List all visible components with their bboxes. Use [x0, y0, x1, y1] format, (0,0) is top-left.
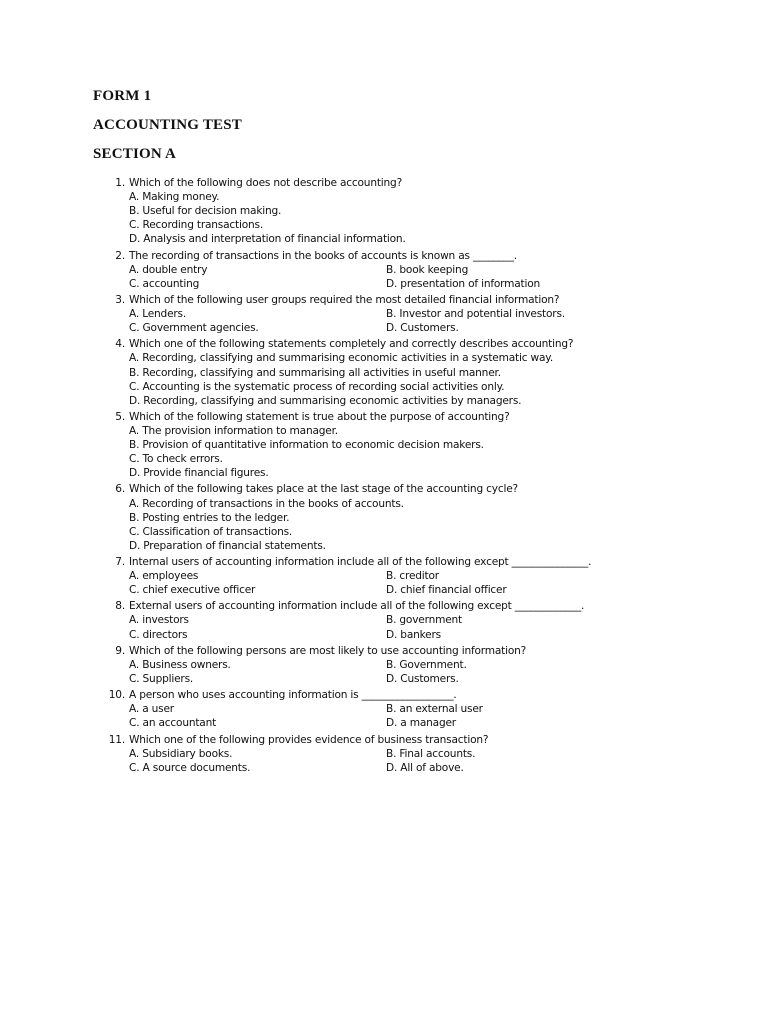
question-6: [108, 482, 628, 552]
question-number: 9.: [115, 644, 125, 657]
answer-option-d: D. Customers.: [386, 322, 459, 335]
answer-option-b: B. creditor: [386, 570, 439, 583]
answer-option-a: A. Business owners.: [129, 658, 231, 671]
answer-options: [108, 702, 628, 730]
question-number: 5.: [115, 410, 125, 423]
answer-option-b: B. an external user: [386, 703, 483, 716]
answer-option-b: B. book keeping: [386, 263, 469, 276]
question-text: The recording of transactions in the books of accounts is known as ________.: [129, 249, 517, 262]
question-2: [108, 249, 628, 291]
question-10: [108, 688, 628, 730]
answer-option-a: A. Lenders.: [129, 308, 187, 321]
answer-option-a: A. Recording of transactions in the books of accounts.: [129, 497, 404, 510]
answer-option-c: C. Government agencies.: [129, 322, 259, 335]
answer-options: [108, 351, 628, 407]
answer-option-d: D. a manager: [386, 717, 456, 730]
question-line: [108, 337, 628, 351]
question-number: 10.: [108, 689, 125, 702]
question-7: [108, 555, 628, 597]
answer-option-c: C. chief executive officer: [129, 584, 256, 597]
question-number: 7.: [115, 556, 125, 568]
question-text: Which one of the following statements completely and correctly describes accounting?: [129, 338, 574, 351]
question-text: External users of accounting information include all of the following except _____________.: [129, 600, 585, 613]
answer-option-b: B. Useful for decision making.: [129, 205, 282, 218]
question-line: [108, 482, 628, 496]
answer-options: [108, 497, 628, 553]
answer-options: [108, 190, 628, 246]
answer-option-d: D. All of above.: [386, 761, 464, 774]
answer-option-c: C. To check errors.: [129, 453, 223, 466]
question-list: [108, 176, 628, 777]
answer-option-c: C. accounting: [129, 277, 200, 290]
question-number: 4.: [115, 338, 125, 351]
answer-option-b: B. Provision of quantitative information to economic decision makers.: [129, 439, 484, 452]
question-line: [108, 293, 628, 307]
section-heading: SECTION A: [93, 146, 177, 162]
question-number: 6.: [115, 483, 125, 496]
question-text: Internal users of accounting information include all of the following except _______________.: [129, 556, 592, 568]
question-text: Which of the following statement is true about the purpose of accounting?: [129, 410, 510, 423]
answer-options: [108, 424, 628, 480]
answer-option-a: A. Subsidiary books.: [129, 747, 233, 760]
question-text: Which of the following persons are most likely to use accounting information?: [129, 644, 527, 657]
answer-option-d: D. bankers: [386, 628, 441, 641]
question-text: A person who uses accounting information is __________________.: [129, 689, 457, 702]
question-1: [108, 176, 628, 246]
question-text: Which one of the following provides evidence of business transaction?: [129, 733, 489, 746]
question-4: [108, 337, 628, 407]
answer-options: [108, 658, 628, 686]
question-line: [108, 410, 628, 424]
question-text: Which of the following takes place at the last stage of the accounting cycle?: [129, 483, 518, 496]
answer-option-d: D. Provide financial figures.: [129, 467, 269, 480]
answer-option-a: A. Making money.: [129, 191, 220, 204]
answer-option-a: A. double entry: [129, 263, 208, 276]
answer-option-b: B. Investor and potential investors.: [386, 308, 565, 321]
question-11: [108, 733, 628, 775]
question-8: [108, 599, 628, 641]
answer-options: [108, 569, 628, 597]
question-number: 2.: [115, 249, 125, 262]
answer-option-c: C. Classification of transactions.: [129, 525, 293, 538]
test-title: ACCOUNTING TEST: [93, 117, 243, 133]
question-number: 11.: [108, 733, 125, 746]
answer-option-c: C. directors: [129, 628, 188, 641]
question-3: [108, 293, 628, 335]
question-9: [108, 644, 628, 686]
answer-options: [108, 613, 628, 641]
question-number: 8.: [115, 600, 125, 613]
question-text: Which of the following user groups required the most detailed financial information?: [129, 293, 560, 306]
answer-option-b: B. Recording, classifying and summarising all activities in useful manner.: [129, 366, 501, 379]
answer-option-b: B. Government.: [386, 658, 467, 671]
question-text: Which of the following does not describe accounting?: [129, 177, 402, 189]
answer-option-d: D. chief financial officer: [386, 584, 507, 597]
form-heading: FORM 1: [93, 88, 152, 104]
question-5: [108, 410, 628, 480]
question-line: [108, 599, 628, 613]
answer-options: [108, 307, 628, 335]
answer-option-d: D. Customers.: [386, 672, 459, 685]
answer-option-d: D. presentation of information: [386, 277, 541, 290]
answer-option-a: A. investors: [129, 614, 189, 627]
answer-option-a: A. The provision information to manager.: [129, 424, 338, 437]
answer-option-c: C. Recording transactions.: [129, 219, 264, 232]
question-line: [108, 733, 628, 747]
answer-option-b: B. Posting entries to the ledger.: [129, 511, 290, 524]
answer-option-c: C. A source documents.: [129, 761, 251, 774]
question-line: [108, 555, 628, 569]
answer-option-d: D. Preparation of financial statements.: [129, 539, 326, 552]
answer-options: [108, 263, 628, 291]
answer-option-d: D. Recording, classifying and summarising economic activities by managers.: [129, 394, 522, 407]
question-number: 1.: [115, 177, 125, 189]
answer-option-c: C. an accountant: [129, 717, 217, 730]
question-line: [108, 249, 628, 263]
answer-option-c: C. Suppliers.: [129, 672, 194, 685]
question-line: [108, 688, 628, 702]
answer-option-b: B. government: [386, 614, 462, 627]
answer-options: [108, 747, 628, 775]
question-number: 3.: [115, 293, 125, 306]
answer-option-b: B. Final accounts.: [386, 747, 476, 760]
answer-option-a: A. a user: [129, 703, 174, 716]
answer-option-a: A. employees: [129, 570, 199, 583]
question-line: [108, 176, 628, 190]
answer-option-d: D. Analysis and interpretation of financial information.: [129, 233, 406, 246]
answer-option-c: C. Accounting is the systematic process of recording social activities only.: [129, 380, 505, 393]
question-line: [108, 644, 628, 658]
answer-option-a: A. Recording, classifying and summarising economic activities in a systematic way.: [129, 352, 553, 365]
